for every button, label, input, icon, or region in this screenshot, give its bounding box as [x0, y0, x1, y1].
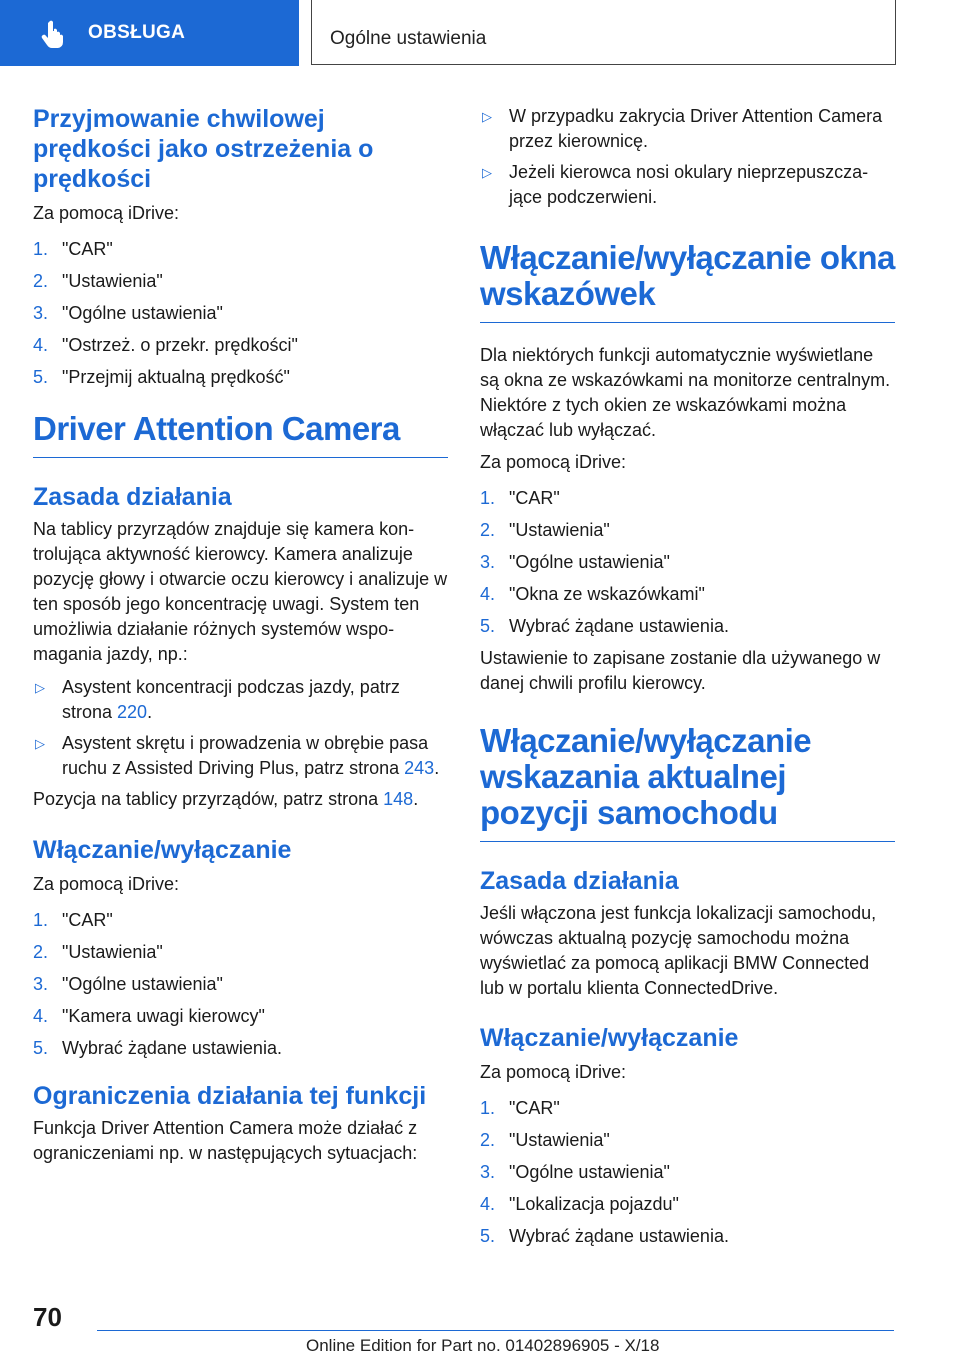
list-item — [480, 518, 895, 543]
position-reference — [33, 787, 448, 812]
step-number: 2. — [33, 942, 49, 962]
right-column — [480, 100, 895, 1256]
section-heading-speed-warning: Przyjmowanie chwilowej prędkości jako ostrzeżenia o prędkości — [33, 105, 374, 193]
intro-text: Za pomocą iDrive: — [33, 874, 180, 894]
steps-list — [480, 486, 895, 639]
section-heading-toggle: Włączanie/wyłączanie — [33, 836, 292, 864]
list-item — [480, 1160, 895, 1185]
hand-pointer-icon — [38, 18, 68, 48]
step-text: "CAR" — [509, 1098, 560, 1118]
step-text: "Ustawienia" — [509, 520, 610, 540]
left-column — [33, 100, 448, 1166]
step-number: 5. — [480, 1226, 496, 1246]
hint-windows-text: Dla niektórych funkcji automatycznie wyświetlane są okna ze wskazówkami na monitorze centralnym. Niektóre z tych okien ze wskazówkami można włączać lub wyłączać. — [480, 345, 891, 440]
triangle-bullet-icon: ▷ — [35, 680, 45, 695]
step-text: "Ogólne ustawienia" — [509, 1162, 670, 1182]
list-item — [33, 365, 448, 390]
list-item — [33, 972, 448, 997]
step-number: 3. — [33, 303, 49, 323]
section-tab-label: OBSŁUGA — [88, 22, 186, 43]
step-number: 2. — [33, 271, 49, 291]
step-text: "Ogólne ustawienia" — [509, 552, 670, 572]
list-item — [480, 1224, 895, 1249]
bullet-text: W przypadku zakrycia Driver Attention Camera przez kierownicę. — [509, 106, 883, 151]
step-number: 1. — [33, 910, 49, 930]
list-item — [33, 731, 448, 781]
step-text: "CAR" — [62, 910, 113, 930]
step-number: 5. — [33, 367, 49, 387]
list-item — [480, 1096, 895, 1121]
list-item — [480, 614, 895, 639]
page-link-148[interactable]: 148 — [383, 789, 414, 809]
list-item — [480, 582, 895, 607]
step-text: "Lokalizacja pojazdu" — [509, 1194, 679, 1214]
triangle-bullet-icon: ▷ — [482, 165, 492, 180]
chapter-heading-driver-attention: Driver Attention Camera — [33, 411, 448, 458]
list-item — [480, 550, 895, 575]
list-item — [33, 269, 448, 294]
list-item — [33, 237, 448, 262]
bullet-text-end: . — [434, 758, 440, 778]
step-number: 3. — [480, 1162, 496, 1182]
profile-note: Ustawienie to zapisane zostanie dla używanego w danej chwili profilu kierowcy. — [480, 648, 881, 693]
bullet-text: Asystent skrętu i prowadzenia w obrębie pasa ruchu z Assisted Driving Plus, patrz strona — [62, 733, 429, 778]
step-text: "Ustawienia" — [62, 942, 163, 962]
list-item — [33, 908, 448, 933]
section-heading-principle: Zasada działania — [480, 867, 679, 895]
page-link[interactable]: 220 — [117, 702, 148, 722]
step-text: "Ustawienia" — [509, 1130, 610, 1150]
page-number: 70 — [33, 1302, 62, 1332]
vehicle-position-text: Jeśli włączona jest funkcja lokalizacji samochodu, wówczas aktualną pozycję samochodu można wyświetlać za pomocą aplikacji BMW Connected lub w portalu klienta ConnectedDrive. — [480, 903, 877, 998]
step-number: 1. — [480, 488, 496, 508]
position-reference-text: Pozycja na tablicy przyrządów, patrz strona — [33, 789, 384, 809]
step-text: "Przejmij aktualną prędkość" — [62, 367, 290, 387]
bullets-list — [480, 104, 895, 210]
step-number: 3. — [480, 552, 496, 572]
list-item — [480, 486, 895, 511]
bullet-text: Jeżeli kierowca nosi okulary nieprzepuszczające podczerwieni. — [509, 162, 869, 207]
list-item — [480, 104, 895, 154]
step-number: 4. — [480, 584, 496, 604]
list-item — [480, 1192, 895, 1217]
list-item — [33, 301, 448, 326]
step-text: "CAR" — [62, 239, 113, 259]
step-text: "Kamera uwagi kierowcy" — [62, 1006, 265, 1026]
step-text: Wybrać żądane ustawienia. — [509, 616, 729, 636]
page-header — [0, 0, 960, 66]
section-heading-principle: Zasada działania — [33, 483, 232, 511]
step-text: Wybrać żądane ustawienia. — [62, 1038, 282, 1058]
list-item — [33, 1036, 448, 1061]
list-item — [33, 1004, 448, 1029]
list-item — [33, 675, 448, 725]
limitations-text: Funkcja Driver Attention Camera może działać z ograniczeniami np. w następujących sytuacjach: — [33, 1118, 418, 1163]
section-heading-limitations: Ograniczenia działania tej funkcji — [33, 1082, 427, 1110]
triangle-bullet-icon: ▷ — [35, 736, 45, 751]
header-title: Ogólne ustawienia — [330, 28, 487, 49]
page-link[interactable]: 243 — [404, 758, 435, 778]
step-number: 1. — [33, 239, 49, 259]
footer-divider — [97, 1330, 894, 1331]
step-number: 2. — [480, 1130, 496, 1150]
steps-list — [33, 908, 448, 1061]
list-item — [33, 940, 448, 965]
step-number: 4. — [33, 335, 49, 355]
step-number: 1. — [480, 1098, 496, 1118]
triangle-bullet-icon: ▷ — [482, 109, 492, 124]
step-number: 4. — [480, 1194, 496, 1214]
list-item — [480, 160, 895, 210]
step-number: 3. — [33, 974, 49, 994]
section-heading-toggle: Włączanie/wyłączanie — [480, 1024, 739, 1052]
list-item — [480, 1128, 895, 1153]
footer-edition: Online Edition for Part no. 01402896905 - X/18 — [306, 1336, 660, 1355]
step-text: "Ostrzeż. o przekr. prędkości" — [62, 335, 298, 355]
steps-list — [33, 237, 448, 390]
section-tab[interactable] — [0, 0, 299, 66]
step-text: "CAR" — [509, 488, 560, 508]
bullet-text: Asystent koncentracji podczas jazdy, patrz strona — [62, 677, 400, 722]
steps-list — [480, 1096, 895, 1249]
step-text: "Okna ze wskazówkami" — [509, 584, 705, 604]
intro-text: Za pomocą iDrive: — [480, 1062, 627, 1082]
step-text: "Ustawienia" — [62, 271, 163, 291]
intro-text: Za pomocą iDrive: — [480, 452, 627, 472]
chapter-heading-hint-windows: Włączanie/wyłączanie okna wskazówek — [480, 240, 895, 323]
step-text: Wybrać żądane ustawienia. — [509, 1226, 729, 1246]
header-title-box — [311, 0, 896, 65]
step-number: 5. — [33, 1038, 49, 1058]
bullets-list — [33, 675, 448, 781]
step-text: "Ogólne ustawienia" — [62, 303, 223, 323]
chapter-heading-vehicle-position: Włączanie/wyłączanie wskazania aktualnej pozycji samochodu — [480, 723, 895, 842]
step-number: 5. — [480, 616, 496, 636]
step-number: 2. — [480, 520, 496, 540]
intro-text: Za pomocą iDrive: — [33, 203, 180, 223]
step-text: "Ogólne ustawienia" — [62, 974, 223, 994]
step-number: 4. — [33, 1006, 49, 1026]
principle-text: Na tablicy przyrządów znajduje się kamera kontrolująca aktywność kierowcy. Kamera analizuje pozycję głowy i otwarcie oczu kierowcy i analizuje w ten sposób jego koncentrację uwagi. System ten umożliwia działanie różnych systemów wspomagania jazdy, np.: — [33, 519, 448, 664]
list-item — [33, 333, 448, 358]
position-reference-end: . — [413, 789, 419, 809]
bullet-text-end: . — [147, 702, 153, 722]
